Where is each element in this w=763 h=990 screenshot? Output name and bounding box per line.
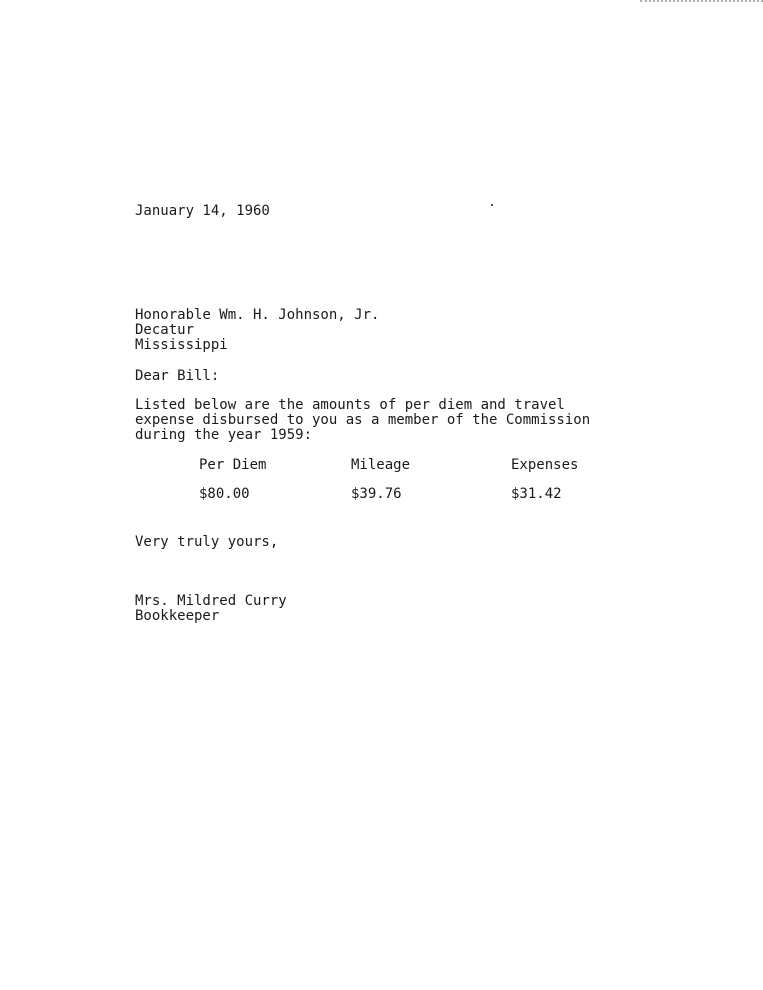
body-line: during the year 1959:: [135, 427, 313, 443]
letter-date: January 14, 1960: [135, 203, 270, 219]
value-mileage: $39.76: [351, 486, 402, 502]
paper-speck: [491, 204, 493, 206]
recipient-city: Decatur: [135, 322, 195, 338]
closing: Very truly yours,: [135, 534, 279, 550]
body-line: Listed below are the amounts of per diem and travel: [135, 397, 565, 413]
body-line: expense disbursed to you as a member of the Commission: [135, 412, 591, 428]
salutation: Dear Bill:: [135, 368, 220, 384]
recipient-state: Mississippi: [135, 337, 228, 353]
signature-block: [135, 594, 287, 624]
header-per-diem: Per Diem: [199, 457, 267, 473]
signer-title: Bookkeeper: [135, 608, 220, 624]
signer-name: Mrs. Mildred Curry: [135, 593, 287, 609]
value-per-diem: $80.00: [199, 486, 250, 502]
top-edge-dots: [640, 0, 763, 4]
header-expenses: Expenses: [511, 457, 579, 473]
recipient-address: [135, 308, 379, 353]
value-expenses: $31.42: [511, 486, 562, 502]
header-mileage: Mileage: [351, 457, 411, 473]
recipient-name: Honorable Wm. H. Johnson, Jr.: [135, 307, 380, 323]
letter-body: [135, 398, 590, 443]
